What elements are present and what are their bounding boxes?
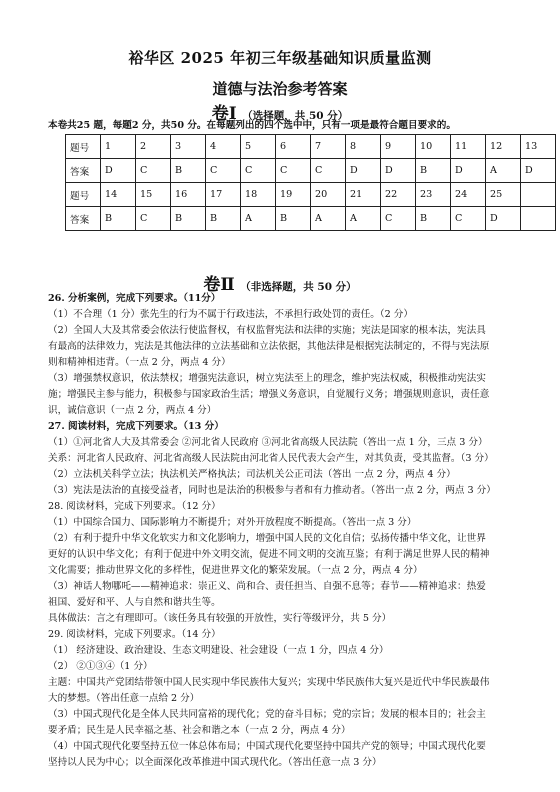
table-cell: A [346,207,381,231]
answer-line: 则和精神相违背。（一点 2 分，两点 4 分） [48,357,231,368]
table-cell: 1 [101,135,136,159]
row-label: 题号 [66,183,101,207]
table-cell: B [276,207,311,231]
part1-note: （选择题，共 50 分） [242,110,349,122]
table-cell: B [416,207,451,231]
answer-line: （4）中国式现代化要坚持五位一体总体布局；中国式现代化要坚持中国共产党的领导；中国式现代化要 [48,741,486,752]
answer-line: 更好的认识中华文化；有利于促进中外文明交流，促进不同文明的交流互鉴；有利于满足世界人民的精神 [48,549,490,560]
table-cell: 2 [136,135,171,159]
table-cell: D [101,159,136,183]
part2-note: （非选择题，共 50 分） [240,281,357,293]
answer-line: 大的梦想。（答出任意一点给 2 分） [48,693,200,704]
table-cell: 18 [241,183,276,207]
answer-line: 文化需要；推动世界文化的多样性，促进世界文化的繁荣发展。（一点 2 分，两点 4 分） [48,565,423,576]
answer-line: （1）不合理（1 分）张先生的行为不属于行政违法，不承担行政处罚的责任。（2 分） [48,309,413,320]
answer-line: （2） ②①③④（1 分） [48,661,153,672]
table-cell: C [381,207,416,231]
table-row [66,183,556,207]
answer-line: （1）①河北省人大及其常委会 ②河北省人民政府 ③河北省高级人民法院（答出一点 1 分，三点 3 分） [48,437,488,448]
answer-line: （2）立法机关科学立法；执法机关严格执法；司法机关公正司法（答出 一点 2 分，两点 4 分） [48,469,456,480]
table-cell: 20 [311,183,346,207]
part2-title: 卷Ⅱ [203,275,235,295]
table-cell: 23 [416,183,451,207]
answer-line: （3）神话人物哪吒——精神追求：崇正义、尚和合、责任担当、自强不息等；春节——精神追求：热爱 [48,581,486,592]
table-cell: B [171,159,206,183]
table-cell: D [451,159,486,183]
answer-table [65,134,556,231]
table-cell: 4 [206,135,241,159]
answer-line: 施；增强民主参与能力，积极参与国家政治生活；增强义务意识，自觉履行义务；增强规则意识，责任意 [48,389,490,400]
row-label: 题号 [66,135,101,159]
table-cell [521,183,556,207]
answer-line: （1）中国综合国力、国际影响力不断提升；对外开放程度不断提高。（答出一点 3 分） [48,517,417,528]
table-row [66,135,556,159]
table-cell: C [136,159,171,183]
answer-line: 主题：中国共产党团结带领中国人民实现中华民族伟大复兴；实现中华民族伟大复兴是近代中华民族最伟 [48,677,490,688]
table-cell: 12 [486,135,521,159]
table-cell: 14 [101,183,136,207]
table-cell: 11 [451,135,486,159]
row-label: 答案 [66,207,101,231]
table-cell: C [276,159,311,183]
table-cell: 15 [136,183,171,207]
table-row [66,159,556,183]
table-cell: C [206,159,241,183]
answer-line: 坚持以人民为中心；以全面深化改革推进中国式现代化。（答出任意一点 3 分） [48,757,382,768]
row-label: 答案 [66,159,101,183]
table-cell: D [521,159,556,183]
document-title: 裕华区 2025 年初三年级基础知识质量监测 [128,49,432,67]
answer-line: （3）中国式现代化是全体人民共同富裕的现代化；党的奋斗目标；党的宗旨；发展的根本目的；社会主 [48,709,486,720]
table-cell: C [451,207,486,231]
answer-line: 关系：河北省人民政府、河北省高级人民法院由河北省人民代表大会产生，对其负责，受其监督。（3 分） [48,453,494,464]
table-cell: 25 [486,183,521,207]
document-subtitle: 道德与法治参考答案 [212,80,348,98]
table-cell: 13 [521,135,556,159]
answer-line: 识，诚信意识（一点 2 分，两点 4 分） [48,405,217,416]
question-heading: 27. 阅读材料，完成下列要求。（13 分） [48,421,224,432]
table-cell: 16 [171,183,206,207]
table-cell: B [206,207,241,231]
table-cell: A [486,159,521,183]
table-cell: 17 [206,183,241,207]
part1-title: 卷Ⅰ [211,104,237,124]
table-cell: 5 [241,135,276,159]
table-cell: 22 [381,183,416,207]
table-cell: C [241,159,276,183]
table-cell: A [241,207,276,231]
question-heading: 28. 阅读材料，完成下列要求。（12 分） [48,501,221,512]
table-cell: A [311,207,346,231]
table-cell: 7 [311,135,346,159]
question-heading: 26. 分析案例，完成下列要求。（11分） [48,293,221,304]
table-cell: C [311,159,346,183]
table-row [66,207,556,231]
table-cell: D [381,159,416,183]
table-cell: 21 [346,183,381,207]
answer-line: （3）增强禁权意识，依法禁权；增强宪法意识，树立宪法至上的理念，维护宪法权威，积极推动宪法实 [48,373,486,384]
table-cell: 8 [346,135,381,159]
table-cell: D [486,207,521,231]
table-cell: 9 [381,135,416,159]
answer-line: 具体做法：言之有理即可。（该任务具有较强的开放性，实行等级评分，共 5 分） [48,613,392,624]
table-cell: 10 [416,135,451,159]
table-cell: D [346,159,381,183]
answer-line: （2）有利于提升中华文化软实力和文化影响力，增强中国人民的文化自信；弘扬传播中华文化，让世界 [48,533,486,544]
answer-line: 要矛盾；民生是人民幸福之基、社会和谐之本（一点 2 分，两点 4 分） [48,725,351,736]
answer-line: （3）宪法是法治的直接受益者，同时也是法治的积极参与者和有力推动者。（答出一点 2 分，两点 3 分） [48,485,496,496]
table-cell: 3 [171,135,206,159]
table-cell: 24 [451,183,486,207]
table-cell: C [136,207,171,231]
answer-line: （1） 经济建设、政治建设、生态文明建设、社会建设（一点 1 分，四点 4 分） [48,645,389,656]
table-cell: B [171,207,206,231]
answer-line: 有最高的法律效力，宪法是其他法律的立法基础和立法依据，其他法律是根据宪法制定的，不得与宪法原 [48,341,490,352]
answer-line: 祖国、爱好和平、人与自然和谐共生等。 [48,597,221,608]
question-heading: 29. 阅读材料，完成下列要求。（14 分） [48,629,221,640]
part1-instruction: 本卷共25 题，每题2 分，共50 分。在每题列出的四个选中中，只有一项是最符合题目要求的。 [48,120,456,131]
table-cell [521,207,556,231]
answer-line: （2）全国人大及其常委会依法行使监督权，有权监督宪法和法律的实施；宪法是国家的根本法，宪法具 [48,325,486,336]
table-cell: B [101,207,136,231]
table-cell: 6 [276,135,311,159]
table-cell: B [416,159,451,183]
table-cell: 19 [276,183,311,207]
